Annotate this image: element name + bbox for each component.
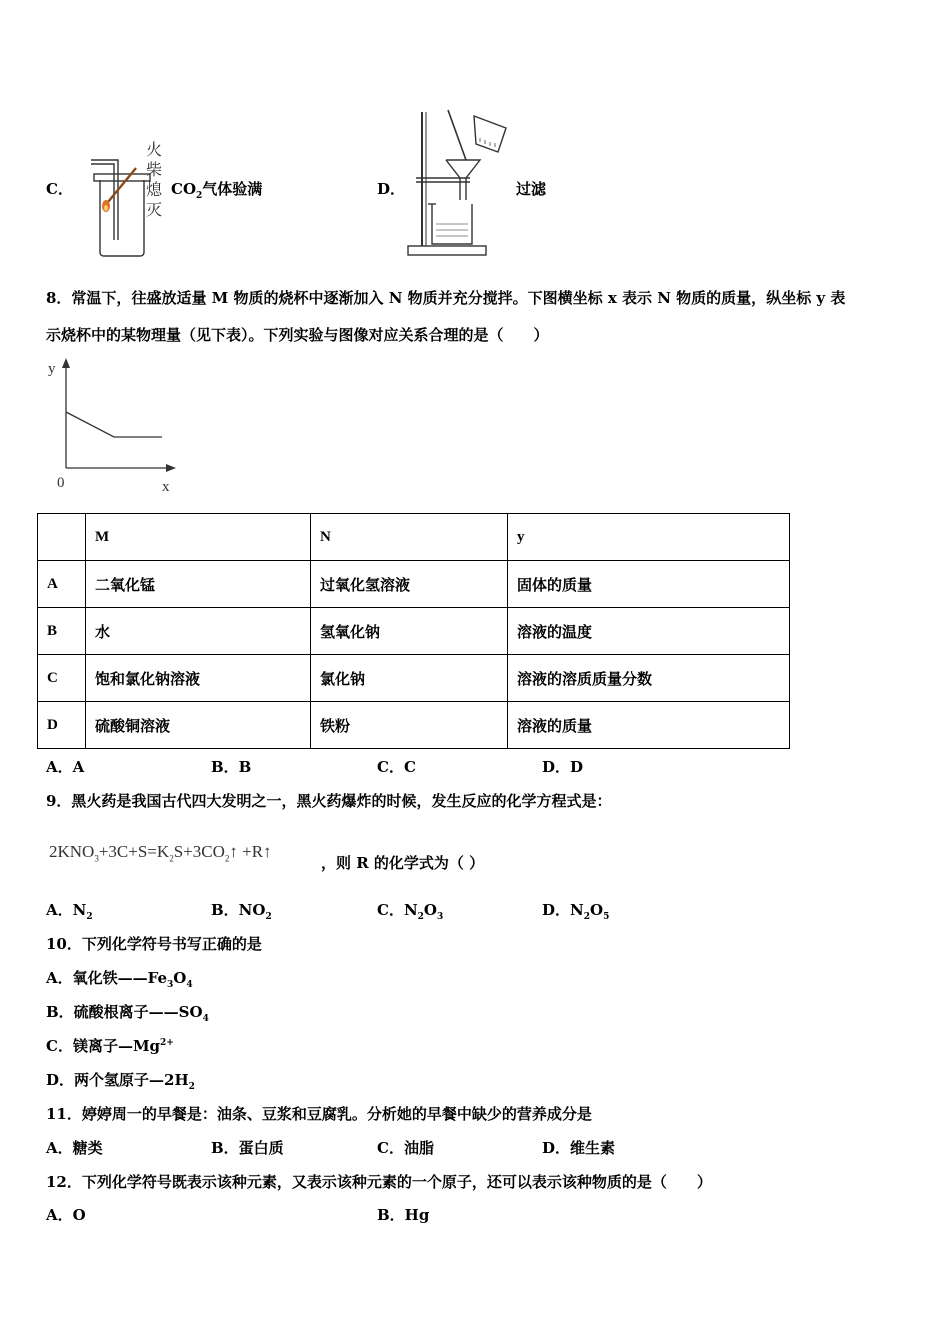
table-header-row (38, 514, 790, 561)
q11-option-c[interactable]: C．油脂 (377, 1139, 434, 1157)
q12-stem: 12．下列化学符号既表示该种元素，又表示该种元素的一个原子，还可以表示该种物质的是（ ） (46, 1173, 712, 1191)
table-cell: 固体的质量 (508, 561, 790, 608)
table-row (38, 702, 790, 749)
match-extinguished-label: 火柴熄灭 (146, 140, 163, 219)
q9-option-c[interactable]: C．$N_2O_3$ (377, 901, 444, 922)
q8-stem-line1: 8．常温下，往盛放适量 M 物质的烧杯中逐渐加入 N 物质并充分搅拌。下图横坐标 x 表示 N 物质的质量，纵坐标 y 表 (46, 289, 846, 307)
table-cell: 氢氧化钠 (311, 608, 508, 655)
q10-option-c[interactable]: C．镁离子$—Mg^{2+}$ (46, 1037, 174, 1055)
table-row (38, 561, 790, 608)
q11-stem: 11．婷婷周一的早餐是：油条、豆浆和豆腐乳。分析她的早餐中缺少的营养成分是 (46, 1105, 592, 1123)
q9-option-a[interactable]: A．$N_2$ (46, 901, 93, 922)
table-header-cell: y (508, 514, 790, 561)
table-cell: 溶液的溶质质量分数 (508, 655, 790, 702)
q9-option-b[interactable]: B．$NO_2$ (211, 901, 272, 922)
x-axis-label: x (162, 479, 170, 495)
table-row (38, 655, 790, 702)
table-cell: 水 (86, 608, 311, 655)
filtration-apparatus-figure (400, 108, 515, 260)
y-axis-label: y (48, 361, 56, 377)
table-cell: 硫酸铜溶液 (86, 702, 311, 749)
y-axis-arrow (62, 358, 70, 368)
q8-option-b[interactable]: B．B (211, 758, 252, 776)
table-cell: A (38, 561, 86, 608)
option-c-text: $CO_2$气体验满 (171, 180, 263, 201)
q8-option-d[interactable]: D．D (542, 758, 584, 776)
table-header-cell: M (86, 514, 311, 561)
q9-question-tail: ，则 R 的化学式为（ ） (321, 854, 485, 872)
q11-option-a[interactable]: A．糖类 (46, 1139, 103, 1157)
q8-option-a[interactable]: A．A (46, 758, 85, 776)
q12-option-a[interactable]: A．O (46, 1206, 86, 1224)
q8-stem-line2: 示烧杯中的某物理量（见下表）。下列实验与图像对应关系合理的是（ ） (46, 326, 549, 344)
table-cell: B (38, 608, 86, 655)
table-cell: 过氧化氢溶液 (311, 561, 508, 608)
option-d-text: 过滤 (516, 180, 547, 198)
q11-option-b[interactable]: B．蛋白质 (211, 1139, 284, 1157)
q12-option-b[interactable]: B．Hg (377, 1206, 430, 1224)
q9-option-d[interactable]: D．$N_2O_5$ (542, 901, 610, 922)
q10-option-b[interactable]: B．硫酸根离子$——SO_4$ (46, 1003, 209, 1024)
table-row (38, 608, 790, 655)
q8-graph (40, 354, 190, 496)
table-cell: C (38, 655, 86, 702)
q10-option-d[interactable]: D．两个氢原子$—2H_2$ (46, 1071, 195, 1092)
table-cell: 氯化钠 (311, 655, 508, 702)
q8-table (37, 513, 790, 749)
x-axis-arrow (166, 464, 176, 472)
option-d-label: D． (377, 180, 406, 198)
table-cell: 铁粉 (311, 702, 508, 749)
table-cell: 饱和氯化钠溶液 (86, 655, 311, 702)
table-cell: D (38, 702, 86, 749)
q9-equation: $2KNO_3+3C+S=K_2S+3CO_2↑$ +R↑ (49, 842, 272, 864)
table-cell: 溶液的质量 (508, 702, 790, 749)
q9-stem: 9．黑火药是我国古代四大发明之一，黑火药爆炸的时候，发生反应的化学方程式是： (46, 792, 612, 810)
q11-option-d[interactable]: D．维生素 (542, 1139, 616, 1157)
graph-curve (66, 412, 162, 437)
q10-option-a[interactable]: A．氧化铁$——Fe_3O_4$ (46, 969, 193, 990)
table-cell: 溶液的温度 (508, 608, 790, 655)
q8-option-c[interactable]: C．C (377, 758, 416, 776)
table-cell: 二氧化锰 (86, 561, 311, 608)
q10-stem: 10．下列化学符号书写正确的是 (46, 935, 262, 953)
table-header-cell: N (311, 514, 508, 561)
option-c-label: C． (46, 180, 73, 198)
graph-origin-label: 0 (57, 475, 65, 491)
table-header-cell (38, 514, 86, 561)
